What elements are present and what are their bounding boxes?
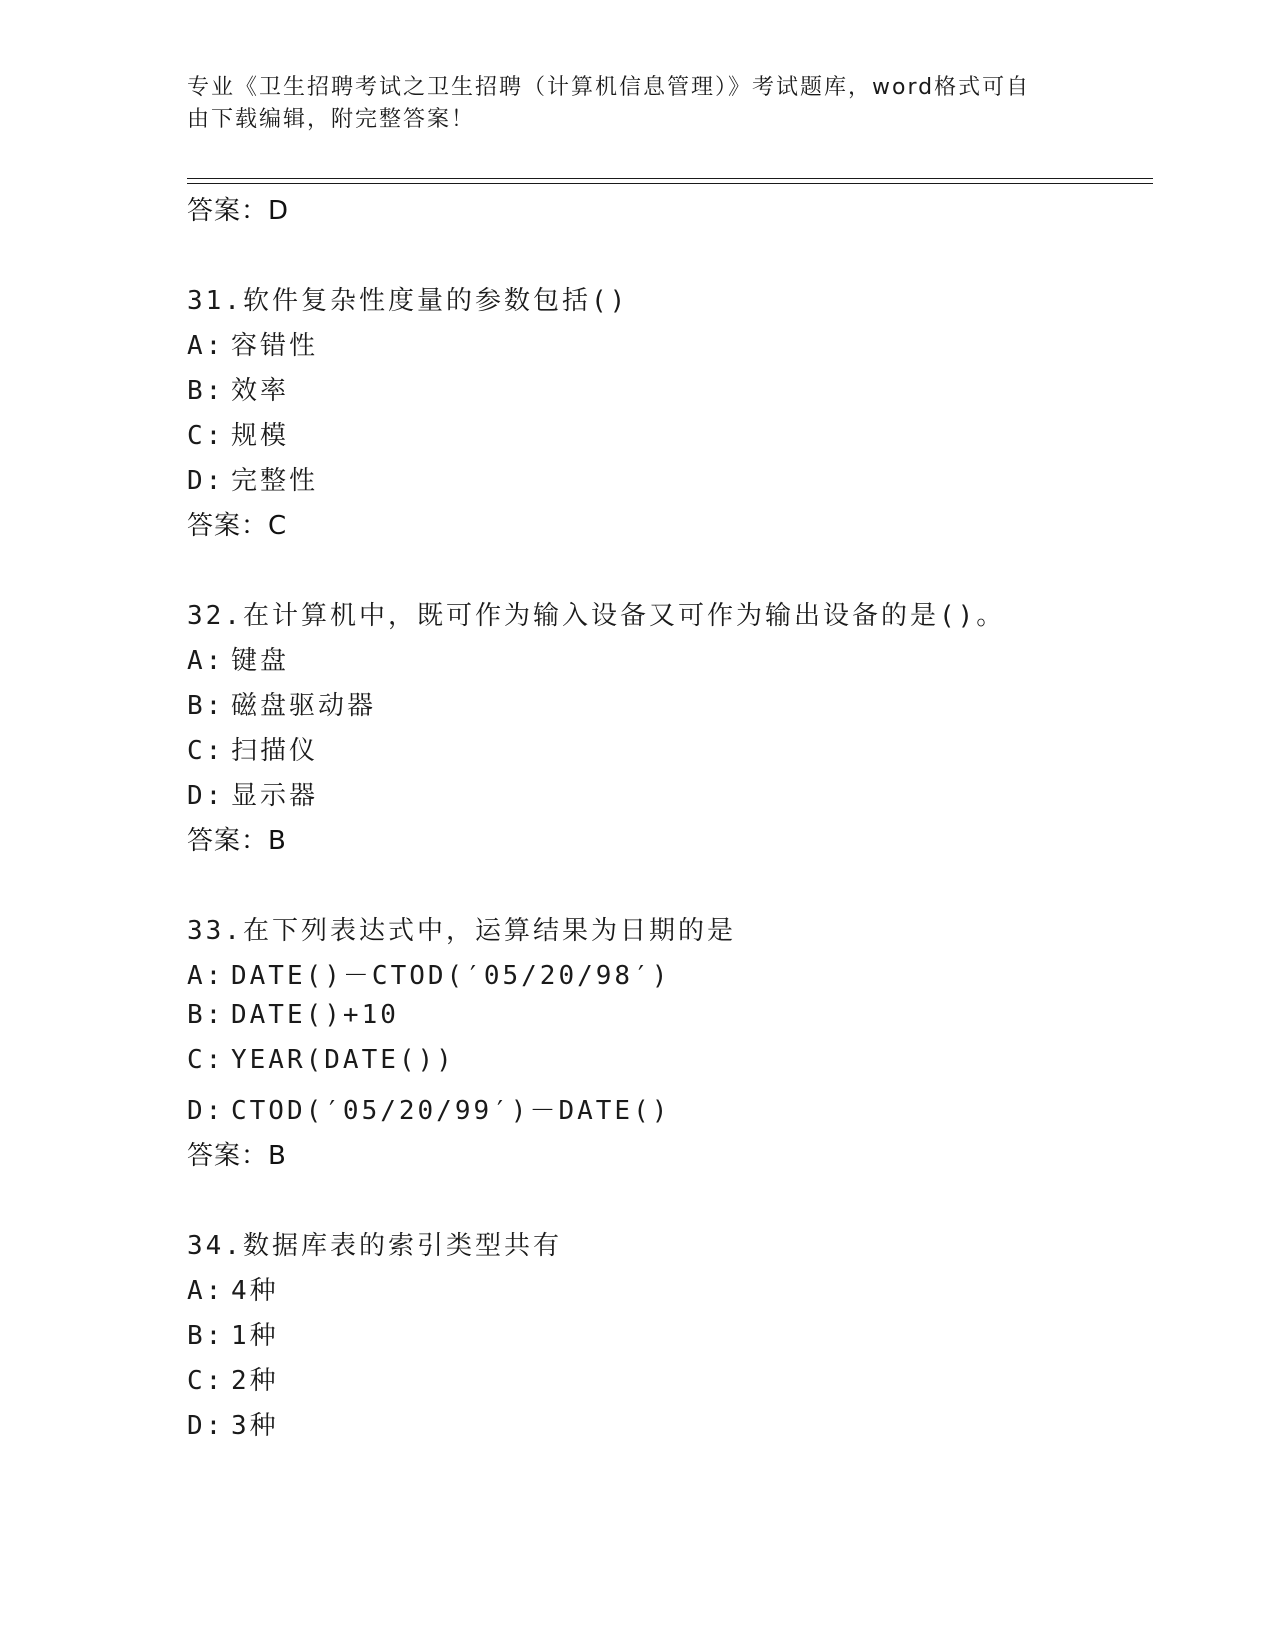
option-label: B:: [187, 1000, 225, 1030]
answer: 答案：C: [187, 511, 288, 541]
option-label: C:: [187, 421, 225, 451]
option-text: 容错性: [231, 331, 319, 361]
option-label: C:: [187, 1366, 225, 1396]
option-b: [187, 1000, 399, 1030]
option-text: 规模: [231, 421, 290, 451]
option-d: [187, 1405, 279, 1442]
option-label: D:: [187, 781, 225, 811]
option-label: A:: [187, 1276, 225, 1306]
option-c: [187, 1360, 279, 1397]
option-c: [187, 1045, 455, 1075]
option-text: 完整性: [231, 466, 319, 496]
option-a: [187, 1270, 279, 1307]
question-title: 34.数据库表的索引类型共有: [187, 1231, 562, 1261]
question-title: 31.软件复杂性度量的参数包括(): [187, 286, 629, 316]
header-divider-top: [187, 178, 1153, 179]
option-label: B:: [187, 691, 225, 721]
question-title: 33.在下列表达式中，运算结果为日期的是: [187, 916, 736, 946]
option-label: A:: [187, 961, 225, 991]
option-text: 磁盘驱动器: [231, 691, 377, 721]
option-text: CTOD(′05/20/99′)－DATE(): [231, 1096, 671, 1126]
option-text: 2种: [231, 1366, 279, 1396]
option-label: B:: [187, 376, 225, 406]
answer: 答案：B: [187, 1141, 287, 1171]
option-label: C:: [187, 1045, 225, 1075]
option-label: C:: [187, 736, 225, 766]
option-label: D:: [187, 1096, 225, 1126]
option-b: [187, 1315, 279, 1352]
header-line-2: 由下载编辑，附完整答案！: [187, 107, 476, 132]
header-divider-bottom: [187, 183, 1153, 184]
option-text: 4种: [231, 1276, 279, 1306]
option-b: [187, 370, 289, 407]
option-text: YEAR(DATE()): [231, 1045, 455, 1075]
option-a: [187, 325, 318, 362]
option-a: [187, 955, 670, 992]
option-c: [187, 730, 318, 767]
option-d: [187, 775, 318, 812]
option-text: 键盘: [231, 646, 290, 676]
option-text: 效率: [231, 376, 290, 406]
option-text: 显示器: [231, 781, 319, 811]
option-label: B:: [187, 1321, 225, 1351]
option-text: 3种: [231, 1411, 279, 1441]
option-d: [187, 1090, 670, 1127]
option-label: D:: [187, 1411, 225, 1441]
option-text: 扫描仪: [231, 736, 319, 766]
option-text: 1种: [231, 1321, 279, 1351]
question-title: 32.在计算机中，既可作为输入设备又可作为输出设备的是()。: [187, 601, 1006, 631]
header-line-1: 专业《卫生招聘考试之卫生招聘（计算机信息管理）》考试题库，word格式可自: [187, 75, 1031, 100]
option-text: DATE()－CTOD(′05/20/98′): [231, 961, 671, 991]
option-a: [187, 640, 289, 677]
option-d: [187, 460, 318, 497]
option-c: [187, 415, 289, 452]
option-b: [187, 685, 376, 722]
option-label: D:: [187, 466, 225, 496]
option-label: A:: [187, 331, 225, 361]
previous-answer: 答案：D: [187, 196, 290, 226]
answer: 答案：B: [187, 826, 287, 856]
option-text: DATE()+10: [231, 1000, 399, 1030]
document-header: [187, 72, 1067, 136]
option-label: A:: [187, 646, 225, 676]
